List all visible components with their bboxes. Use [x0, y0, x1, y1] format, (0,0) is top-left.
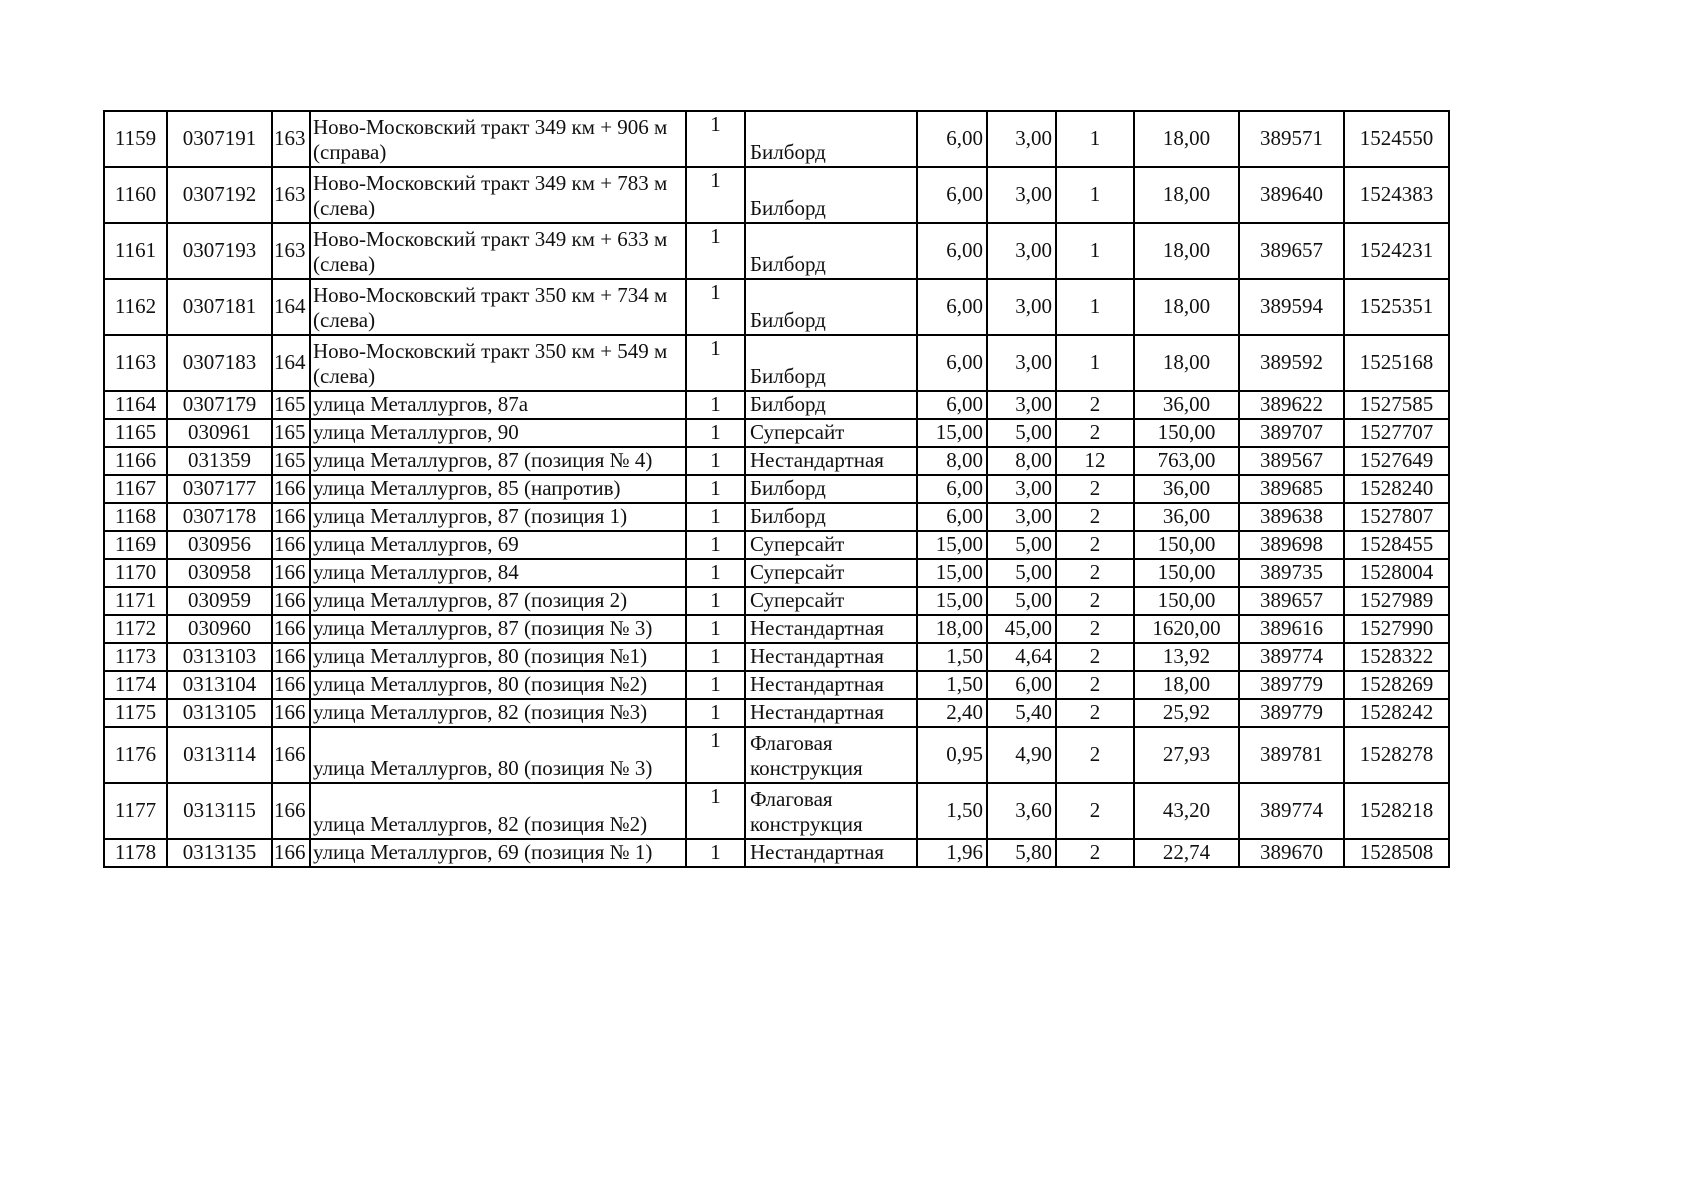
structure-code-cell: 030958	[167, 559, 272, 587]
row-number-cell: 1160	[104, 167, 167, 223]
width-cell: 6,00	[917, 223, 987, 279]
row-number-cell: 1166	[104, 447, 167, 475]
structure-code-cell: 0313115	[167, 783, 272, 839]
area-cell: 27,93	[1134, 727, 1239, 783]
coordinate-y-cell: 1528004	[1344, 559, 1449, 587]
height-cell: 5,00	[987, 419, 1056, 447]
structure-code-cell: 0307192	[167, 167, 272, 223]
sides-cell: 2	[1056, 699, 1134, 727]
structure-type-cell: Нестандартная	[745, 671, 917, 699]
sides-cell: 1	[1056, 223, 1134, 279]
structure-type-cell: Суперсайт	[745, 531, 917, 559]
group-number-cell: 163	[272, 223, 310, 279]
table-row	[104, 671, 1449, 699]
table-row	[104, 503, 1449, 531]
width-cell: 18,00	[917, 615, 987, 643]
structure-type-cell: Билборд	[745, 475, 917, 503]
coordinate-y-cell: 1528455	[1344, 531, 1449, 559]
coordinate-x-cell: 389616	[1239, 615, 1344, 643]
quantity-cell: 1	[686, 699, 745, 727]
address-cell: улица Металлургов, 80 (позиция №1)	[310, 643, 686, 671]
structure-code-cell: 0307193	[167, 223, 272, 279]
quantity-cell: 1	[686, 615, 745, 643]
coordinate-y-cell: 1528278	[1344, 727, 1449, 783]
coordinate-y-cell: 1528240	[1344, 475, 1449, 503]
height-cell: 5,40	[987, 699, 1056, 727]
structure-code-cell: 0313103	[167, 643, 272, 671]
area-cell: 36,00	[1134, 503, 1239, 531]
coordinate-y-cell: 1528218	[1344, 783, 1449, 839]
width-cell: 1,96	[917, 839, 987, 867]
group-number-cell: 165	[272, 447, 310, 475]
height-cell: 3,00	[987, 167, 1056, 223]
table-row	[104, 447, 1449, 475]
height-cell: 5,00	[987, 559, 1056, 587]
structure-type-cell: Нестандартная	[745, 699, 917, 727]
table-row	[104, 279, 1449, 335]
structure-code-cell: 0313104	[167, 671, 272, 699]
area-cell: 18,00	[1134, 279, 1239, 335]
structure-type-cell: Флаговая конструкция	[745, 783, 917, 839]
structure-type-cell: Билборд	[745, 279, 917, 335]
structure-code-cell: 0307179	[167, 391, 272, 419]
height-cell: 3,00	[987, 279, 1056, 335]
sides-cell: 1	[1056, 335, 1134, 391]
structure-code-cell: 031359	[167, 447, 272, 475]
structure-type-cell: Суперсайт	[745, 587, 917, 615]
sides-cell: 2	[1056, 559, 1134, 587]
height-cell: 4,64	[987, 643, 1056, 671]
table-row	[104, 335, 1449, 391]
address-cell: Ново-Московский тракт 350 км + 734 м (слева)	[310, 279, 686, 335]
coordinate-y-cell: 1527807	[1344, 503, 1449, 531]
group-number-cell: 163	[272, 167, 310, 223]
structure-type-cell: Билборд	[745, 503, 917, 531]
address-cell: Ново-Московский тракт 349 км + 783 м (слева)	[310, 167, 686, 223]
coordinate-x-cell: 389779	[1239, 699, 1344, 727]
structure-code-cell: 030961	[167, 419, 272, 447]
address-cell: улица Металлургов, 90	[310, 419, 686, 447]
sides-cell: 2	[1056, 615, 1134, 643]
group-number-cell: 166	[272, 587, 310, 615]
address-cell: Ново-Московский тракт 349 км + 633 м (слева)	[310, 223, 686, 279]
sides-cell: 12	[1056, 447, 1134, 475]
row-number-cell: 1165	[104, 419, 167, 447]
quantity-cell: 1	[686, 447, 745, 475]
structure-type-cell: Нестандартная	[745, 615, 917, 643]
row-number-cell: 1164	[104, 391, 167, 419]
height-cell: 5,00	[987, 531, 1056, 559]
height-cell: 4,90	[987, 727, 1056, 783]
structure-type-cell: Билборд	[745, 111, 917, 167]
area-cell: 18,00	[1134, 335, 1239, 391]
width-cell: 0,95	[917, 727, 987, 783]
quantity-cell: 1	[686, 559, 745, 587]
width-cell: 15,00	[917, 531, 987, 559]
coordinate-x-cell: 389685	[1239, 475, 1344, 503]
structure-type-cell: Билборд	[745, 391, 917, 419]
table-row	[104, 223, 1449, 279]
row-number-cell: 1159	[104, 111, 167, 167]
row-number-cell: 1175	[104, 699, 167, 727]
coordinate-y-cell: 1524383	[1344, 167, 1449, 223]
coordinate-y-cell: 1525351	[1344, 279, 1449, 335]
structure-code-cell: 0307177	[167, 475, 272, 503]
table-row	[104, 643, 1449, 671]
row-number-cell: 1170	[104, 559, 167, 587]
width-cell: 6,00	[917, 503, 987, 531]
group-number-cell: 166	[272, 727, 310, 783]
table-row	[104, 475, 1449, 503]
address-cell: улица Металлургов, 87 (позиция № 3)	[310, 615, 686, 643]
table-row	[104, 727, 1449, 783]
sides-cell: 1	[1056, 167, 1134, 223]
group-number-cell: 166	[272, 475, 310, 503]
width-cell: 15,00	[917, 587, 987, 615]
row-number-cell: 1177	[104, 783, 167, 839]
area-cell: 36,00	[1134, 391, 1239, 419]
group-number-cell: 163	[272, 111, 310, 167]
coordinate-x-cell: 389698	[1239, 531, 1344, 559]
address-cell: улица Металлургов, 80 (позиция №2)	[310, 671, 686, 699]
coordinate-y-cell: 1527649	[1344, 447, 1449, 475]
table-body	[104, 111, 1449, 867]
coordinate-x-cell: 389657	[1239, 587, 1344, 615]
group-number-cell: 166	[272, 643, 310, 671]
address-cell: улица Металлургов, 82 (позиция №3)	[310, 699, 686, 727]
coordinate-y-cell: 1527585	[1344, 391, 1449, 419]
row-number-cell: 1176	[104, 727, 167, 783]
area-cell: 13,92	[1134, 643, 1239, 671]
quantity-cell: 1	[686, 727, 745, 783]
group-number-cell: 166	[272, 839, 310, 867]
row-number-cell: 1168	[104, 503, 167, 531]
structure-code-cell: 030956	[167, 531, 272, 559]
quantity-cell: 1	[686, 671, 745, 699]
address-cell: улица Металлургов, 69	[310, 531, 686, 559]
advertising-structures-table	[103, 110, 1450, 868]
quantity-cell: 1	[686, 839, 745, 867]
quantity-cell: 1	[686, 223, 745, 279]
area-cell: 150,00	[1134, 531, 1239, 559]
coordinate-y-cell: 1527989	[1344, 587, 1449, 615]
table-row	[104, 167, 1449, 223]
structure-code-cell: 0307191	[167, 111, 272, 167]
structure-code-cell: 030960	[167, 615, 272, 643]
height-cell: 3,00	[987, 503, 1056, 531]
structure-type-cell: Суперсайт	[745, 419, 917, 447]
sides-cell: 1	[1056, 111, 1134, 167]
area-cell: 150,00	[1134, 587, 1239, 615]
height-cell: 45,00	[987, 615, 1056, 643]
sides-cell: 2	[1056, 587, 1134, 615]
row-number-cell: 1161	[104, 223, 167, 279]
sides-cell: 2	[1056, 475, 1134, 503]
area-cell: 36,00	[1134, 475, 1239, 503]
table-row	[104, 839, 1449, 867]
structure-code-cell: 0313105	[167, 699, 272, 727]
address-cell: улица Металлургов, 87 (позиция № 4)	[310, 447, 686, 475]
structure-type-cell: Флаговая конструкция	[745, 727, 917, 783]
width-cell: 6,00	[917, 475, 987, 503]
row-number-cell: 1162	[104, 279, 167, 335]
quantity-cell: 1	[686, 279, 745, 335]
structure-code-cell: 0307183	[167, 335, 272, 391]
table-row	[104, 615, 1449, 643]
quantity-cell: 1	[686, 531, 745, 559]
sides-cell: 2	[1056, 783, 1134, 839]
group-number-cell: 166	[272, 559, 310, 587]
coordinate-y-cell: 1524231	[1344, 223, 1449, 279]
area-cell: 18,00	[1134, 167, 1239, 223]
group-number-cell: 166	[272, 531, 310, 559]
width-cell: 6,00	[917, 167, 987, 223]
height-cell: 6,00	[987, 671, 1056, 699]
structure-type-cell: Билборд	[745, 335, 917, 391]
height-cell: 3,00	[987, 475, 1056, 503]
height-cell: 3,00	[987, 111, 1056, 167]
structure-code-cell: 0307181	[167, 279, 272, 335]
address-cell: улица Металлургов, 85 (напротив)	[310, 475, 686, 503]
row-number-cell: 1178	[104, 839, 167, 867]
quantity-cell: 1	[686, 391, 745, 419]
quantity-cell: 1	[686, 419, 745, 447]
width-cell: 6,00	[917, 335, 987, 391]
row-number-cell: 1174	[104, 671, 167, 699]
sides-cell: 2	[1056, 419, 1134, 447]
quantity-cell: 1	[686, 783, 745, 839]
group-number-cell: 164	[272, 335, 310, 391]
width-cell: 8,00	[917, 447, 987, 475]
group-number-cell: 164	[272, 279, 310, 335]
table-row	[104, 559, 1449, 587]
area-cell: 18,00	[1134, 223, 1239, 279]
width-cell: 2,40	[917, 699, 987, 727]
structure-type-cell: Билборд	[745, 223, 917, 279]
group-number-cell: 166	[272, 615, 310, 643]
coordinate-y-cell: 1528242	[1344, 699, 1449, 727]
width-cell: 1,50	[917, 671, 987, 699]
address-cell: улица Металлургов, 87 (позиция 2)	[310, 587, 686, 615]
width-cell: 1,50	[917, 783, 987, 839]
coordinate-x-cell: 389781	[1239, 727, 1344, 783]
group-number-cell: 166	[272, 671, 310, 699]
address-cell: улица Металлургов, 87а	[310, 391, 686, 419]
height-cell: 5,80	[987, 839, 1056, 867]
coordinate-x-cell: 389774	[1239, 783, 1344, 839]
width-cell: 6,00	[917, 111, 987, 167]
row-number-cell: 1172	[104, 615, 167, 643]
table-row	[104, 531, 1449, 559]
coordinate-x-cell: 389622	[1239, 391, 1344, 419]
width-cell: 6,00	[917, 279, 987, 335]
sides-cell: 2	[1056, 839, 1134, 867]
group-number-cell: 166	[272, 783, 310, 839]
coordinate-x-cell: 389638	[1239, 503, 1344, 531]
width-cell: 1,50	[917, 643, 987, 671]
width-cell: 15,00	[917, 419, 987, 447]
width-cell: 15,00	[917, 559, 987, 587]
coordinate-x-cell: 389774	[1239, 643, 1344, 671]
coordinate-y-cell: 1525168	[1344, 335, 1449, 391]
coordinate-x-cell: 389592	[1239, 335, 1344, 391]
row-number-cell: 1163	[104, 335, 167, 391]
coordinate-y-cell: 1528508	[1344, 839, 1449, 867]
coordinate-x-cell: 389640	[1239, 167, 1344, 223]
address-cell: улица Металлургов, 87 (позиция 1)	[310, 503, 686, 531]
structure-type-cell: Нестандартная	[745, 447, 917, 475]
table-row	[104, 699, 1449, 727]
address-cell: улица Металлургов, 69 (позиция № 1)	[310, 839, 686, 867]
address-cell: улица Металлургов, 80 (позиция № 3)	[310, 727, 686, 783]
area-cell: 1620,00	[1134, 615, 1239, 643]
table-row	[104, 419, 1449, 447]
address-cell: Ново-Московский тракт 349 км + 906 м (справа)	[310, 111, 686, 167]
group-number-cell: 165	[272, 419, 310, 447]
height-cell: 3,00	[987, 223, 1056, 279]
height-cell: 3,60	[987, 783, 1056, 839]
structure-type-cell: Суперсайт	[745, 559, 917, 587]
coordinate-x-cell: 389567	[1239, 447, 1344, 475]
sides-cell: 2	[1056, 531, 1134, 559]
quantity-cell: 1	[686, 111, 745, 167]
address-cell: улица Металлургов, 82 (позиция №2)	[310, 783, 686, 839]
coordinate-y-cell: 1524550	[1344, 111, 1449, 167]
sides-cell: 1	[1056, 279, 1134, 335]
coordinate-x-cell: 389735	[1239, 559, 1344, 587]
coordinate-x-cell: 389670	[1239, 839, 1344, 867]
sides-cell: 2	[1056, 391, 1134, 419]
sides-cell: 2	[1056, 671, 1134, 699]
coordinate-x-cell: 389657	[1239, 223, 1344, 279]
address-cell: Ново-Московский тракт 350 км + 549 м (слева)	[310, 335, 686, 391]
width-cell: 6,00	[917, 391, 987, 419]
row-number-cell: 1169	[104, 531, 167, 559]
height-cell: 5,00	[987, 587, 1056, 615]
sides-cell: 2	[1056, 643, 1134, 671]
area-cell: 25,92	[1134, 699, 1239, 727]
coordinate-x-cell: 389707	[1239, 419, 1344, 447]
coordinate-x-cell: 389571	[1239, 111, 1344, 167]
quantity-cell: 1	[686, 587, 745, 615]
table-row	[104, 783, 1449, 839]
area-cell: 763,00	[1134, 447, 1239, 475]
structure-type-cell: Билборд	[745, 167, 917, 223]
structure-code-cell: 0313114	[167, 727, 272, 783]
coordinate-y-cell: 1528269	[1344, 671, 1449, 699]
area-cell: 150,00	[1134, 559, 1239, 587]
row-number-cell: 1173	[104, 643, 167, 671]
coordinate-y-cell: 1527707	[1344, 419, 1449, 447]
row-number-cell: 1167	[104, 475, 167, 503]
table-row	[104, 391, 1449, 419]
height-cell: 8,00	[987, 447, 1056, 475]
height-cell: 3,00	[987, 335, 1056, 391]
quantity-cell: 1	[686, 503, 745, 531]
area-cell: 18,00	[1134, 111, 1239, 167]
structure-code-cell: 030959	[167, 587, 272, 615]
quantity-cell: 1	[686, 643, 745, 671]
row-number-cell: 1171	[104, 587, 167, 615]
quantity-cell: 1	[686, 167, 745, 223]
area-cell: 18,00	[1134, 671, 1239, 699]
coordinate-y-cell: 1527990	[1344, 615, 1449, 643]
quantity-cell: 1	[686, 475, 745, 503]
sides-cell: 2	[1056, 727, 1134, 783]
structure-code-cell: 0307178	[167, 503, 272, 531]
coordinate-y-cell: 1528322	[1344, 643, 1449, 671]
address-cell: улица Металлургов, 84	[310, 559, 686, 587]
area-cell: 22,74	[1134, 839, 1239, 867]
table-row	[104, 111, 1449, 167]
area-cell: 43,20	[1134, 783, 1239, 839]
group-number-cell: 166	[272, 503, 310, 531]
quantity-cell: 1	[686, 335, 745, 391]
height-cell: 3,00	[987, 391, 1056, 419]
table-row	[104, 587, 1449, 615]
group-number-cell: 166	[272, 699, 310, 727]
structure-code-cell: 0313135	[167, 839, 272, 867]
coordinate-x-cell: 389779	[1239, 671, 1344, 699]
sides-cell: 2	[1056, 503, 1134, 531]
group-number-cell: 165	[272, 391, 310, 419]
coordinate-x-cell: 389594	[1239, 279, 1344, 335]
area-cell: 150,00	[1134, 419, 1239, 447]
structure-type-cell: Нестандартная	[745, 643, 917, 671]
structure-type-cell: Нестандартная	[745, 839, 917, 867]
